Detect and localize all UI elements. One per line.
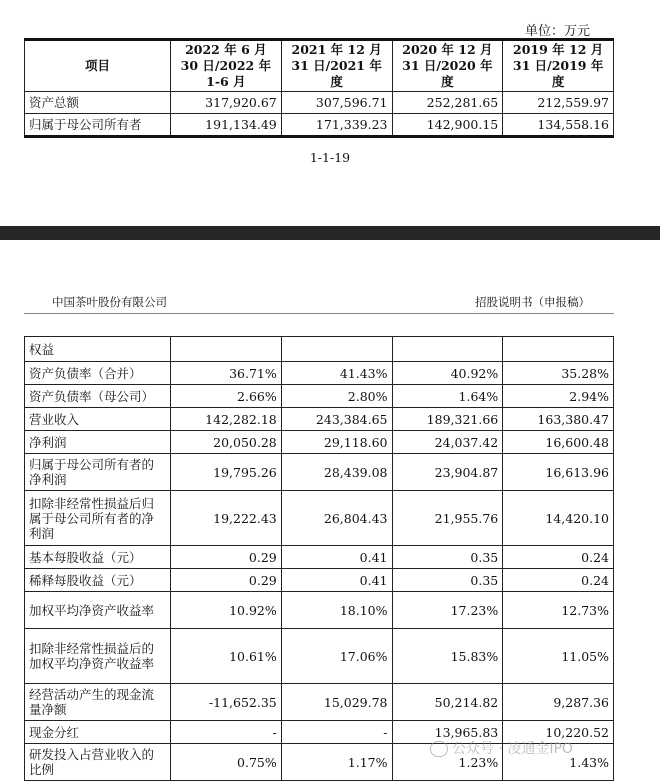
document-title: 招股说明书（申报稿） bbox=[475, 295, 590, 309]
table-row bbox=[25, 454, 614, 491]
cell: 11.05% bbox=[503, 629, 614, 684]
cell: 41.43% bbox=[281, 362, 392, 385]
cell: 243,384.65 bbox=[281, 408, 392, 431]
table-row bbox=[25, 408, 614, 431]
company-name: 中国茶叶股份有限公司 bbox=[52, 295, 167, 309]
cell: - bbox=[281, 721, 392, 744]
row-label: 扣除非经常性损益后的加权平均净资产收益率 bbox=[25, 629, 171, 684]
cell: 0.24 bbox=[503, 569, 614, 592]
cell: 2.80% bbox=[281, 385, 392, 408]
cell: - bbox=[171, 721, 282, 744]
cell: 189,321.66 bbox=[392, 408, 503, 431]
cell: 40.92% bbox=[392, 362, 503, 385]
cell: 13,965.83 bbox=[392, 721, 503, 744]
cell: 0.29 bbox=[171, 569, 282, 592]
header-2021: 2021 年 12 月 31 日/2021 年度 bbox=[281, 40, 392, 92]
cell: 1.43% bbox=[503, 744, 614, 781]
watermark-text: 公众号 · 凌通金IPO bbox=[452, 741, 573, 757]
cell: 1.23% bbox=[392, 744, 503, 781]
cell: 0.41 bbox=[281, 546, 392, 569]
table-row bbox=[25, 431, 614, 454]
cell: 10.92% bbox=[171, 592, 282, 629]
header-divider bbox=[24, 313, 614, 314]
cell: 14,420.10 bbox=[503, 491, 614, 546]
row-label: 资产负债率（母公司） bbox=[25, 385, 171, 408]
cell: 9,287.36 bbox=[503, 684, 614, 721]
table-row bbox=[25, 684, 614, 721]
cell: 142,900.15 bbox=[392, 114, 503, 137]
cell: 19,222.43 bbox=[171, 491, 282, 546]
row-label: 研发投入占营业收入的比例 bbox=[25, 744, 171, 781]
cell: 191,134.49 bbox=[171, 114, 282, 137]
header-2020: 2020 年 12 月 31 日/2020 年度 bbox=[392, 40, 503, 92]
row-label: 归属于母公司所有者 bbox=[25, 114, 171, 137]
cell: 10,220.52 bbox=[503, 721, 614, 744]
table-row bbox=[25, 92, 614, 114]
table-row bbox=[25, 337, 614, 362]
table-row bbox=[25, 592, 614, 629]
cell: 0.29 bbox=[171, 546, 282, 569]
table-row bbox=[25, 546, 614, 569]
row-label: 资产总额 bbox=[25, 92, 171, 114]
table-row bbox=[25, 362, 614, 385]
cell: 16,613.96 bbox=[503, 454, 614, 491]
row-label: 扣除非经常性损益后归属于母公司所有者的净利润 bbox=[25, 491, 171, 546]
bottom-financial-table bbox=[24, 336, 614, 781]
cell: 16,600.48 bbox=[503, 431, 614, 454]
row-label: 现金分红 bbox=[25, 721, 171, 744]
page-separator bbox=[0, 226, 660, 240]
header-2019: 2019 年 12 月 31 日/2019 年度 bbox=[503, 40, 614, 92]
cell bbox=[281, 337, 392, 362]
row-label: 经营活动产生的现金流量净额 bbox=[25, 684, 171, 721]
cell: 171,339.23 bbox=[281, 114, 392, 137]
cell: 17.23% bbox=[392, 592, 503, 629]
cell: 12.73% bbox=[503, 592, 614, 629]
wechat-icon bbox=[430, 741, 448, 757]
table-row bbox=[25, 491, 614, 546]
cell: 17.06% bbox=[281, 629, 392, 684]
cell: 36.71% bbox=[171, 362, 282, 385]
table-row bbox=[25, 114, 614, 137]
cell: 28,439.08 bbox=[281, 454, 392, 491]
cell: 15,029.78 bbox=[281, 684, 392, 721]
cell: 2.66% bbox=[171, 385, 282, 408]
row-label: 权益 bbox=[25, 337, 171, 362]
cell bbox=[171, 337, 282, 362]
cell: 212,559.97 bbox=[503, 92, 614, 114]
cell: 307,596.71 bbox=[281, 92, 392, 114]
table-row bbox=[25, 385, 614, 408]
cell: 252,281.65 bbox=[392, 92, 503, 114]
cell: 23,904.87 bbox=[392, 454, 503, 491]
cell: 50,214.82 bbox=[392, 684, 503, 721]
cell bbox=[392, 337, 503, 362]
cell: 24,037.42 bbox=[392, 431, 503, 454]
table-header-row bbox=[25, 40, 614, 92]
cell: 20,050.28 bbox=[171, 431, 282, 454]
cell: 15.83% bbox=[392, 629, 503, 684]
row-label: 归属于母公司所有者的净利润 bbox=[25, 454, 171, 491]
cell bbox=[503, 337, 614, 362]
cell: 18.10% bbox=[281, 592, 392, 629]
cell: 0.35 bbox=[392, 569, 503, 592]
watermark bbox=[430, 738, 573, 758]
cell: 163,380.47 bbox=[503, 408, 614, 431]
header-item: 项目 bbox=[25, 40, 171, 92]
page-number: 1-1-19 bbox=[309, 150, 351, 165]
row-label: 基本每股收益（元） bbox=[25, 546, 171, 569]
top-financial-table bbox=[24, 38, 614, 138]
cell: 1.64% bbox=[392, 385, 503, 408]
cell: 2.94% bbox=[503, 385, 614, 408]
row-label: 加权平均净资产收益率 bbox=[25, 592, 171, 629]
cell: -11,652.35 bbox=[171, 684, 282, 721]
cell: 29,118.60 bbox=[281, 431, 392, 454]
row-label: 营业收入 bbox=[25, 408, 171, 431]
table-row bbox=[25, 629, 614, 684]
header-2022h1: 2022 年 6 月 30 日/2022 年 1-6 月 bbox=[171, 40, 282, 92]
row-label: 资产负债率（合并） bbox=[25, 362, 171, 385]
row-label: 净利润 bbox=[25, 431, 171, 454]
cell: 1.17% bbox=[281, 744, 392, 781]
cell: 134,558.16 bbox=[503, 114, 614, 137]
cell: 35.28% bbox=[503, 362, 614, 385]
cell: 21,955.76 bbox=[392, 491, 503, 546]
cell: 0.24 bbox=[503, 546, 614, 569]
cell: 0.41 bbox=[281, 569, 392, 592]
cell: 26,804.43 bbox=[281, 491, 392, 546]
cell: 142,282.18 bbox=[171, 408, 282, 431]
cell: 19,795.26 bbox=[171, 454, 282, 491]
cell: 317,920.67 bbox=[171, 92, 282, 114]
cell: 0.75% bbox=[171, 744, 282, 781]
cell: 0.35 bbox=[392, 546, 503, 569]
table-row bbox=[25, 569, 614, 592]
unit-label: 单位：万元 bbox=[524, 24, 590, 39]
cell: 10.61% bbox=[171, 629, 282, 684]
row-label: 稀释每股收益（元） bbox=[25, 569, 171, 592]
